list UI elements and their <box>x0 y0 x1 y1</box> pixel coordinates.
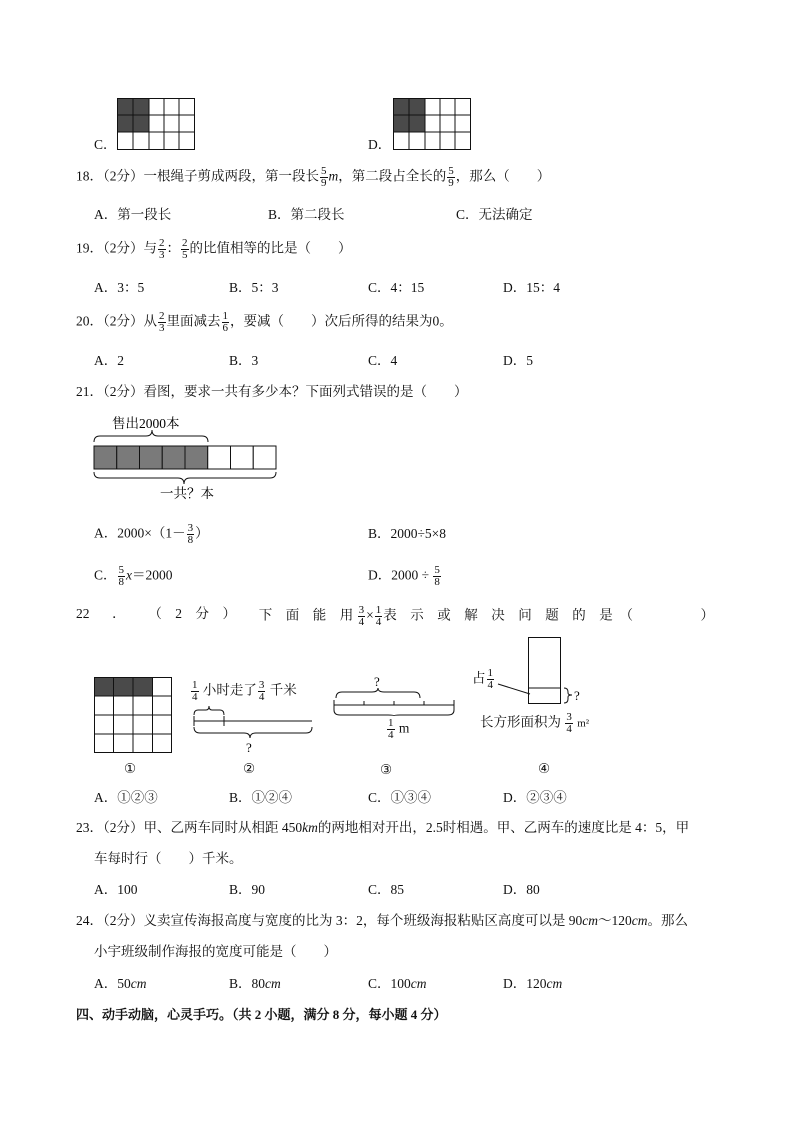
q23-line1: 23．（2分）甲、乙两车同时从相距 450km的两地相对开出，2.5时相遇。甲、乙两车的速度比是 4：5，甲 <box>76 820 690 835</box>
q21-option-d: D．2000 ÷ $\frac{5}{8}$ <box>368 564 440 588</box>
q19-option-b: B．5：3 <box>229 280 279 295</box>
q22-option-c: C．①③④ <box>368 790 432 805</box>
q22-option-b: B．①②④ <box>229 790 293 805</box>
q22-fig3-caption: $\frac{1}{4}$ m <box>388 717 410 741</box>
q20-frac1: $\frac{2}{3}$ <box>159 310 165 334</box>
q22-fig3-question: ? <box>374 674 380 689</box>
q19-frac2: $\frac{2}{5}$ <box>182 237 188 261</box>
q21-bar-segment-sold <box>117 446 140 469</box>
q22-fig1-grid <box>94 677 172 753</box>
q24-option-d: D．120cm <box>503 976 563 991</box>
q19-option-c: C．4：15 <box>368 280 425 295</box>
q21-bar-segment-sold <box>140 446 163 469</box>
q23-option-d: D．80 <box>503 882 540 897</box>
q20-option-a: A．2 <box>94 353 124 368</box>
q22-label-2: ② <box>243 761 256 776</box>
q23-option-c: C．85 <box>368 882 405 897</box>
q22-fig4-area: 长方形面积为 $\frac{3}{4}$ m² <box>480 711 590 735</box>
q20-option-c: C．4 <box>368 353 398 368</box>
q22-label-1: ① <box>124 761 137 776</box>
q24-option-b: B．80cm <box>229 976 281 991</box>
option-d-label: D． <box>368 137 392 152</box>
q18-frac2: $\frac{5}{9}$ <box>448 165 454 189</box>
q21-bar-segment-sold <box>185 446 208 469</box>
option-c-label: C． <box>94 137 117 152</box>
q21-bar-segment-sold <box>94 446 117 469</box>
q21-top-label: 售出2000本 <box>112 416 180 431</box>
q24-option-a: A．50cm <box>94 976 147 991</box>
q22-option-a: A．①②③ <box>94 790 158 805</box>
q19-option-d: D．15：4 <box>503 280 560 295</box>
q22-fig4-occupy: 占 $\frac{1}{4}$ <box>472 667 493 691</box>
q22-label-4: ④ <box>538 761 551 776</box>
q19-option-a: A．3：5 <box>94 280 145 295</box>
q20-frac2: $\frac{1}{6}$ <box>222 310 228 334</box>
q22-label-3: ③ <box>380 762 393 777</box>
q18-option-a: A．第一段长 <box>94 207 172 222</box>
q22-fig2-segment <box>188 705 318 757</box>
q19-stem: 19．（2分）与 $\frac{2}{3}$ ： $\frac{2}{5}$ 的比值相等的比是（ ） <box>76 237 352 261</box>
q21-option-a: A．2000×（1－ $\frac{3}{8}$ ） <box>94 522 209 546</box>
q20-option-b: B．3 <box>229 353 259 368</box>
q23-option-a: A．100 <box>94 882 138 897</box>
q22-stem: 22 ． （ 2 分 ） 下 面 能 用 $\frac{3}{4}$ × $\frac{1}{4}$ 表 示 或 解 决 问 题 的 是 （ ） <box>76 604 714 628</box>
grid-option-d <box>393 98 471 150</box>
q22-fig3-segment <box>330 672 460 716</box>
q21-option-c: C． $\frac{5}{8}$ x＝2000 <box>94 564 173 588</box>
q24-line2: 小宇班级制作海报的宽度可能是（ ） <box>94 944 337 959</box>
q21-bar-segment-sold <box>162 446 185 469</box>
q20-option-d: D．5 <box>503 353 533 368</box>
q23-option-b: B．90 <box>229 882 266 897</box>
q23-line2: 车每时行（ ）千米。 <box>94 851 243 866</box>
q18-stem: 18．（2分）一根绳子剪成两段，第一段长 $\frac{5}{9}$ m，第二段占全长的 $\frac{5}{9}$ ，那么（ ） <box>76 165 551 189</box>
q18-option-b: B．第二段长 <box>268 207 345 222</box>
q21-bar-segment-remaining <box>231 446 254 469</box>
q21-stem: 21．（2分）看图，要求一共有多少本？下面列式错误的是（ ） <box>76 384 468 399</box>
q21-bar-segment-remaining <box>253 446 276 469</box>
q18-option-c: C．无法确定 <box>456 207 533 222</box>
section-4-heading: 四、动手动脑，心灵手巧。（共 2 小题，满分 8 分，每小题 4 分） <box>76 1007 447 1022</box>
q22-fig2-question: ? <box>246 740 252 755</box>
q22-fig4-question: ? <box>574 688 580 703</box>
q21-bar-diagram <box>90 412 285 504</box>
q21-option-b: B．2000÷5×8 <box>368 526 447 541</box>
q21-bar-segment-remaining <box>208 446 231 469</box>
q22-option-d: D．②③④ <box>503 790 567 805</box>
q22-fig2-caption: $\frac{1}{4}$ 小时走了 $\frac{3}{4}$ 千米 <box>192 679 297 703</box>
q24-option-c: C．100cm <box>368 976 427 991</box>
grid-option-c <box>117 98 195 150</box>
q18-frac1: $\frac{5}{9}$ <box>321 165 327 189</box>
q24-line1: 24．（2分）义卖宣传海报高度与宽度的比为 3：2，每个班级海报粘贴区高度可以是 90cm～120cm。那么 <box>76 913 688 928</box>
q19-frac1: $\frac{2}{3}$ <box>159 237 165 261</box>
q21-bottom-label: 一共？本 <box>160 486 214 501</box>
q22-fig4-rectangle <box>496 637 586 709</box>
q20-stem: 20．（2分）从 $\frac{2}{3}$ 里面减去 $\frac{1}{6}$ ，要减（ ）次后所得的结果为0。 <box>76 310 453 334</box>
